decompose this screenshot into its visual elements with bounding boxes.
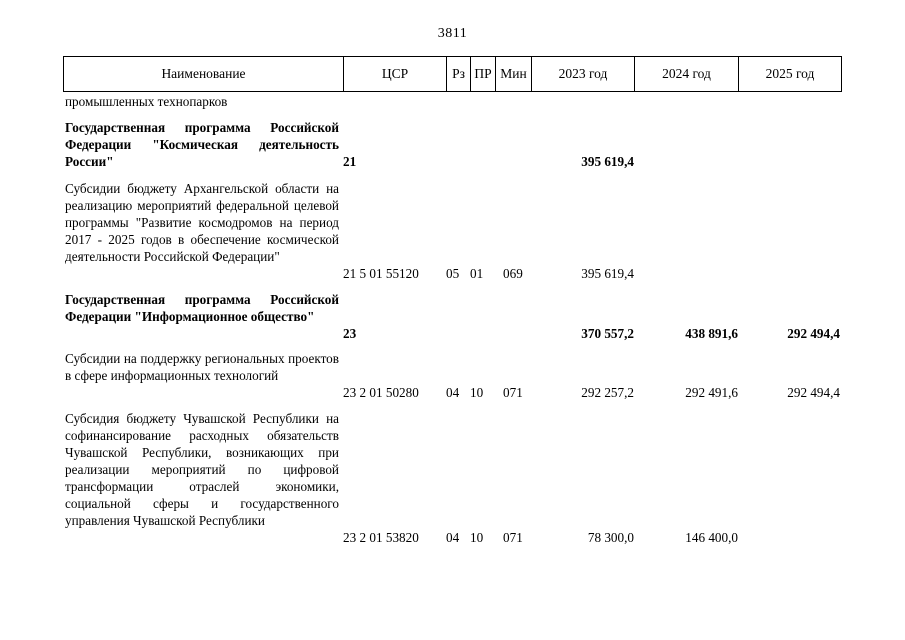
header-csr: ЦСР bbox=[344, 57, 447, 91]
row-rz: 05 bbox=[446, 266, 460, 281]
header-pr: ПР bbox=[471, 57, 496, 91]
row-min: 069 bbox=[503, 266, 523, 281]
row-2023: 395 619,4 bbox=[581, 154, 634, 169]
row-name: Государственная программа Российской Федерации "Информационное общество" bbox=[65, 292, 339, 324]
row-name: Субсидии бюджету Архангельской области на реализацию мероприятий федеральной целевой программы "Развитие космодромов на период 2017 - 2025 годов в обеспечение космической деятельности Российской Федерации" bbox=[65, 181, 339, 264]
header-2024: 2024 год bbox=[635, 57, 739, 91]
row-2024: 438 891,6 bbox=[685, 326, 738, 341]
row-csr: 23 2 01 53820 bbox=[343, 530, 419, 545]
row-2024: 146 400,0 bbox=[685, 530, 738, 545]
row-min: 071 bbox=[503, 530, 523, 545]
row-min: 071 bbox=[503, 385, 523, 400]
row-2023: 292 257,2 bbox=[581, 385, 634, 400]
row-pr: 01 bbox=[470, 266, 484, 281]
row-2025: 292 494,4 bbox=[787, 326, 840, 341]
row-2024: 292 491,6 bbox=[685, 385, 738, 400]
row-csr: 23 2 01 50280 bbox=[343, 385, 419, 400]
row-pr: 10 bbox=[470, 530, 484, 545]
row-csr: 23 bbox=[343, 326, 357, 341]
row-pr: 10 bbox=[470, 385, 484, 400]
header-name: Наименование bbox=[64, 57, 344, 91]
row-2023: 395 619,4 bbox=[581, 266, 634, 281]
header-min: Мин bbox=[496, 57, 532, 91]
row-2023: 78 300,0 bbox=[587, 530, 634, 545]
row-2025: 292 494,4 bbox=[787, 385, 840, 400]
row-name: Государственная программа Российской Федерации "Космическая деятельность России" bbox=[65, 120, 339, 169]
row-rz: 04 bbox=[446, 530, 460, 545]
header-2025: 2025 год bbox=[765, 66, 815, 81]
row-2023: 370 557,2 bbox=[581, 326, 634, 341]
row-name: Субсидия бюджету Чувашской Республики на софинансирование расходных обязательств Чувашской Республики, возникающих при реализации мероприятий по цифровой трансформации отраслей экономики, социальной сферы и государственного управления Чувашской Республики bbox=[65, 411, 339, 528]
row-csr: 21 bbox=[343, 154, 357, 169]
header-rz: Рз bbox=[447, 57, 471, 91]
row-name: промышленных технопарков bbox=[65, 94, 228, 109]
header-2023: 2023 год bbox=[532, 57, 635, 91]
row-name: Субсидии на поддержку региональных проектов в сфере информационных технологий bbox=[65, 351, 339, 383]
row-csr: 21 5 01 55120 bbox=[343, 266, 419, 281]
row-rz: 04 bbox=[446, 385, 460, 400]
page-number: 3811 bbox=[437, 26, 468, 41]
table-header bbox=[63, 56, 842, 92]
